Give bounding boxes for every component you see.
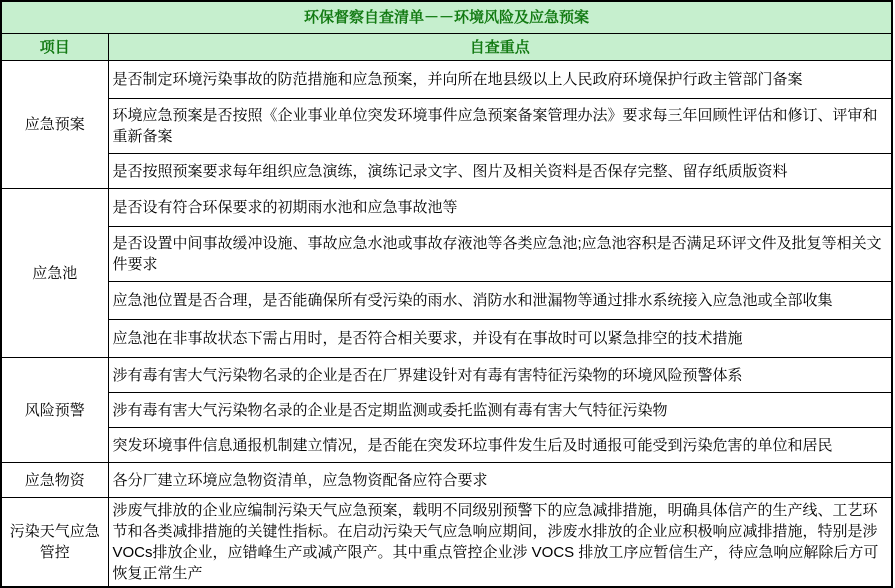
table-row — [1, 498, 892, 588]
table-row — [1, 189, 892, 227]
table-row — [1, 61, 892, 99]
checklist-cell: 是否设有符合环保要求的初期雨水池和应急事故池等 — [108, 189, 892, 227]
checklist-cell: 涉有毒有害大气污染物名录的企业是否定期监测或委托监测有毒有害大气特征污染物 — [108, 393, 892, 428]
table-row — [1, 99, 892, 154]
column-header-item: 项目 — [1, 34, 108, 61]
checklist-cell: 应急池位置是否合理，是否能确保所有受污染的雨水、消防水和泄漏物等通过排水系统接入应急池或全部收集 — [108, 282, 892, 320]
table-row — [1, 154, 892, 189]
section-label-risk-warning: 风险预警 — [1, 358, 108, 463]
checklist-cell: 突发环境事件信息通报机制建立情况，是否能在突发环垃事件发生后及时通报可能受到污染危害的单位和居民 — [108, 428, 892, 463]
table-row — [1, 282, 892, 320]
section-label-polluted-weather-control: 污染天气应急管控 — [1, 498, 108, 588]
column-header-point: 自查重点 — [108, 34, 892, 61]
table-row — [1, 463, 892, 498]
checklist-cell: 环境应急预案是否按照《企业事业单位突发环境事件应急预案备案管理办法》要求每三年回顾性评估和修订、评审和重新备案 — [108, 99, 892, 154]
table-row — [1, 393, 892, 428]
table-row — [1, 227, 892, 282]
table-header-row — [1, 34, 892, 61]
checklist-cell: 是否设置中间事故缓冲设施、事故应急水池或事故存液池等各类应急池;应急池容积是否满足环评文件及批复等相关文件要求 — [108, 227, 892, 282]
checklist-cell: 涉废气排放的企业应编制污染天气应急预案，载明不同级别预警下的应急减排措施，明确具体信产的生产线、工艺环节和各类减排措施的关键性指标。在启动污染天气应急响应期间，涉废水排放的企业应积极响应减排措施，特别是涉VOCs排放企业，应错峰生产或减产限产。其中重点管控企业涉 VOCS 排放工序应暂信生产，待应急响应解除后方可恢复正常生产 — [108, 498, 892, 588]
section-label-emergency-supplies: 应急物资 — [1, 463, 108, 498]
table-row — [1, 358, 892, 393]
table-row — [1, 320, 892, 358]
page-title: 环保督察自查清单－－环境风险及应急预案 — [1, 1, 892, 34]
checklist-cell: 应急池在非事故状态下需占用时，是否符合相关要求，并设有在事故时可以紧急排空的技术措施 — [108, 320, 892, 358]
section-label-emergency-pool: 应急池 — [1, 189, 108, 358]
checklist-cell: 各分厂建立环境应急物资清单，应急物资配备应符合要求 — [108, 463, 892, 498]
checklist-cell: 涉有毒有害大气污染物名录的企业是否在厂界建设针对有毒有害特征污染物的环境风险预警体系 — [108, 358, 892, 393]
table-title-row — [1, 1, 892, 34]
checklist-cell: 是否按照预案要求每年组织应急演练，演练记录文字、图片及相关资料是否保存完整、留存纸质版资料 — [108, 154, 892, 189]
table-row — [1, 428, 892, 463]
section-label-emergency-plan: 应急预案 — [1, 61, 108, 189]
checklist-cell: 是否制定环境污染事故的防范措施和应急预案，并向所在地县级以上人民政府环境保护行政主管部门备案 — [108, 61, 892, 99]
